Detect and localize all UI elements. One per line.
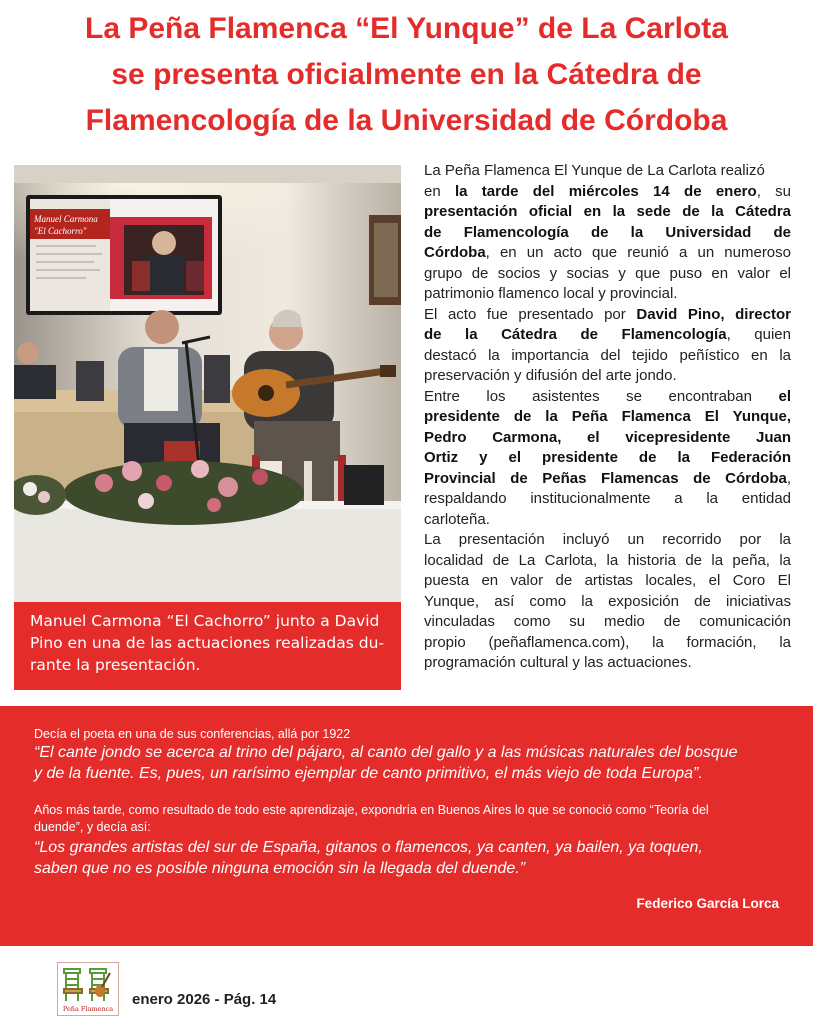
screen-title-line2: "El Cachorro" <box>34 226 87 236</box>
context-line: duende”, y decía así: <box>34 820 151 834</box>
title-line: se presenta oficialmente en la Cátedra de <box>111 58 702 91</box>
article-line: El acto fue presentado por David Pino, director <box>424 305 791 323</box>
article-line: Entre los asistentes se encontraban el <box>424 387 791 405</box>
quote-line: “El cante jondo se acerca al trino del pájaro, al canto del gallo y a las músicas naturales del bosque <box>34 744 738 761</box>
article-line: Yunque, así como la exposición de iniciativas <box>424 592 791 610</box>
quote-line: saben que no es posible ninguna emoción sin la llegada del duende.” <box>34 860 526 877</box>
article-line: Pedro Carmona, el vicepresidente Juan <box>424 428 791 446</box>
caption-line: Pino en una de las actuaciones realizadas du- <box>30 634 385 652</box>
title-line: Flamencología de la Universidad de Córdoba <box>85 104 728 137</box>
footer-date-page: enero 2026 - Pág. 14 <box>132 991 277 1008</box>
context-line: Años más tarde, como resultado de todo este aprendizaje, expondría en Buenos Aires lo que se conoció como “Teoría del <box>34 803 709 817</box>
screen-title-line1: Manuel Carmona <box>34 214 98 224</box>
article-line: de Flamencología de la Universidad de <box>424 223 791 241</box>
article-line: Ortiz y el presidente de la Federación <box>424 449 791 466</box>
quote-1 <box>34 742 738 784</box>
article-line: carloteña. <box>424 510 490 528</box>
article-line: grupo de socios y socias y que puso en valor el <box>424 264 791 282</box>
quote-intro: Decía el poeta en una de sus conferencias, allá por 1922 <box>34 727 351 741</box>
article-line: La presentación incluyó un recorrido por la <box>424 531 791 548</box>
article-line: Provincial de Peñas Flamencas de Córdoba, <box>424 469 791 487</box>
page-title <box>10 6 803 144</box>
title-line: La Peña Flamenca “El Yunque” de La Carlota <box>85 12 728 45</box>
caption-line: rante la presentación. <box>30 656 201 674</box>
article-line: presidente de la Peña Flamenca El Yunque, <box>424 408 791 425</box>
article-line: Córdoba, en un acto que reunió a un numeroso <box>424 244 791 261</box>
article-line: patrimonio flamenco local y provincial. <box>424 285 678 302</box>
pena-flamenca-logo <box>57 962 119 1016</box>
event-photo <box>14 165 401 602</box>
article-line: vinculadas como su medio de comunicación <box>424 613 791 630</box>
quote-2 <box>34 837 703 879</box>
quote-band <box>0 706 813 946</box>
logo-text: Peña Flamenca <box>62 1005 114 1013</box>
photo-caption <box>14 602 401 690</box>
article-line: en la tarde del miércoles 14 de enero, su <box>424 182 791 200</box>
article-body <box>424 161 791 674</box>
article-line: presentación oficial en la sede de la Cátedra <box>424 203 791 220</box>
article-line: La Peña Flamenca El Yunque de La Carlota realizó <box>424 162 765 179</box>
quote-signature: Federico García Lorca <box>636 896 779 911</box>
article-line: programación cultural y las actuaciones. <box>424 654 692 671</box>
article-line: localidad de La Carlota, la historia de la peña, la <box>424 551 791 569</box>
quote-line: y de la fuente. Es, pues, un rarísimo ejemplar de canto primitivo, el más viejo de toda Europa”. <box>34 765 703 782</box>
article-line: preservación y difusión del arte jondo. <box>424 367 677 384</box>
article-line: puesta en valor de artistas locales, el Coro El <box>424 572 791 589</box>
article-line: de la Cátedra de Flamencología, quien <box>424 326 791 343</box>
quote-line: “Los grandes artistas del sur de España, gitanos o flamencos, ya canten, ya bailen, ya toquen, <box>34 839 703 856</box>
quote-context <box>34 802 709 836</box>
article-line: respaldando institucionalmente a la entidad <box>424 490 791 507</box>
caption-line: Manuel Carmona “El Cachorro” junto a David <box>30 612 380 630</box>
article-line: propio (peñaflamenca.com), la formación, la <box>424 633 791 651</box>
article-line: destacó la importancia del tejido peñístico en la <box>424 346 791 364</box>
